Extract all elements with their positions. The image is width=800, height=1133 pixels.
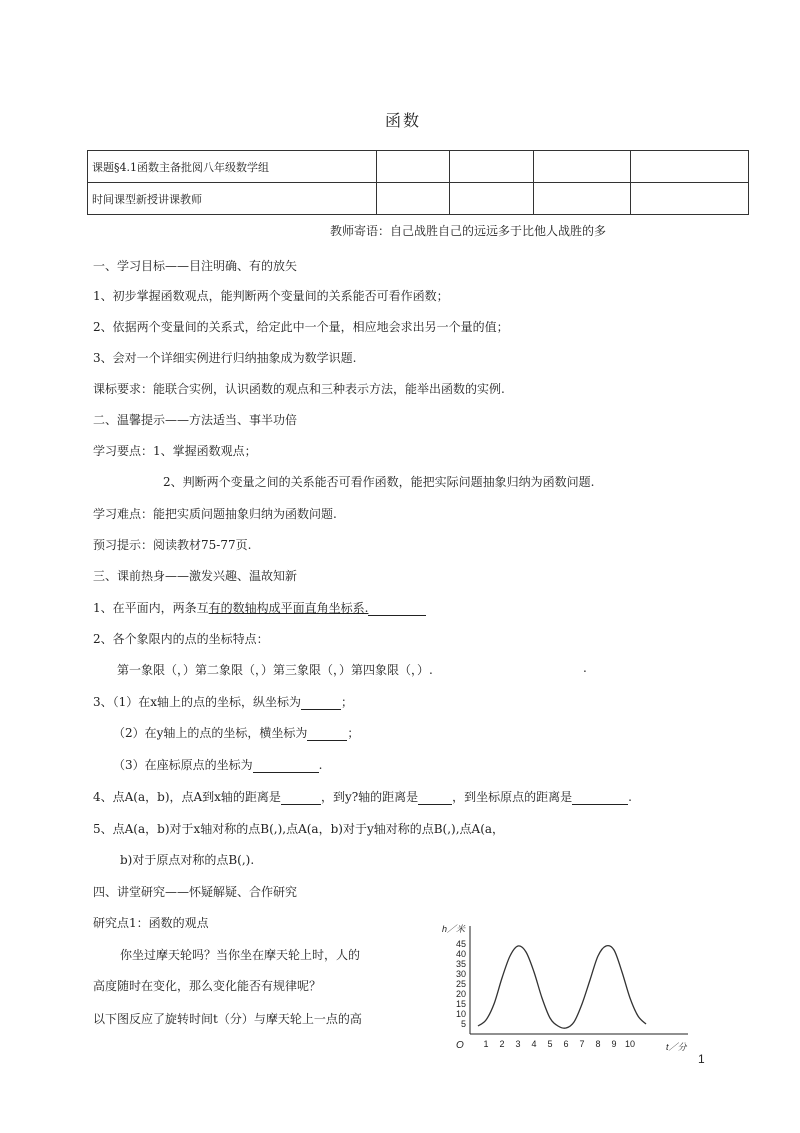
y-tick-label: 15 [455,999,466,1009]
x-tick-label: 3 [515,1039,521,1049]
x-tick-label: 5 [547,1039,553,1049]
height-curve [478,946,646,1029]
x-tick-label: 8 [595,1039,601,1049]
y-tick-label: 40 [455,949,466,959]
objective-2: 2、依据两个变量间的关系式，给定此中一个量，相应地会求出另一个量的值； [93,320,509,334]
x-tick-label: 4 [531,1039,537,1049]
key-point-2: 2、判断两个变量之间的关系能否可看作函数，能把实际问题抽象归纳为函数问题. [163,475,595,489]
question-3-part-1: 3、（1）在x轴上的点的坐标，纵坐标为 ； [93,695,354,709]
y-tick-label: 30 [455,969,466,979]
y-tick-label: 35 [455,959,466,969]
ferris-wheel-height-chart [440,918,700,1060]
objective-1: 1、初步掌握函数观点，能判断两个变量间的关系能否可看作函数； [93,289,449,303]
question-4: 4、点A(a，b)，点A到x轴的距离是 ，到y?轴的距离是 ，到坐标原点的距离是 . [93,790,632,804]
section-2-heading: 二、温馨提示——方法适当、事半功倍 [93,413,298,427]
ferris-wheel-paragraph-2: 高度随时在变化，那么变化能否有规律呢？ [93,979,322,993]
section-3-heading: 三、课前热身——激发兴趣、温故知新 [93,569,298,583]
y-tick-label: 45 [455,939,466,949]
question-2: 2、各个象限内的点的坐标特点： [93,632,269,646]
x-tick-label: 9 [611,1039,617,1049]
x-tick-label: 7 [579,1039,585,1049]
header-table [87,150,749,215]
question-3-part-2: （2）在y轴上的点的坐标，横坐标为 ； [113,726,360,740]
origin-label: O [456,1040,464,1051]
difficult-point: 学习难点：能把实质问题抽象归纳为函数问题. [93,507,337,521]
objective-3: 3、会对一个详细实例进行归纳抽象成为数学识题. [93,351,357,365]
y-tick-label: 20 [455,989,466,999]
question-2-quadrants: 第一象限（，）第二象限（，）第三象限（，）第四象限（，）. [117,663,433,677]
ferris-wheel-paragraph-1: 你坐过摩天轮吗？当你坐在摩天轮上时，人的 [120,948,361,962]
header-row-1: 课题§4.1函数主备批阅八年级数学组 [88,151,377,183]
section-4-heading: 四、讲堂研究——怀疑解疑、合作研究 [93,885,298,899]
x-tick-label: 10 [624,1039,636,1049]
question-5-line-1: 5、点A(a，b)对于x轴对称的点B(,),点A(a，b)对于y轴对称的点B(,),点A(a， [93,822,505,836]
x-tick-label: 6 [563,1039,569,1049]
teacher-motto: 教师寄语：自己战胜自己的远远多于比他人战胜的多 [330,224,607,238]
question-1: 1、在平面内，两条互有的数轴构成平面直角坐标系. [93,599,426,616]
x-tick-label: 1 [483,1039,489,1049]
ferris-wheel-paragraph-3: 以下图反应了旋转时间t（分）与摩天轮上一点的高 [93,1012,362,1026]
curriculum-requirement: 课标要求：能联合实例，认识函数的观点和三种表示方法，能举出函数的实例. [93,382,505,396]
key-point-1: 学习要点：1、掌握函数观点； [93,444,257,458]
y-tick-label: 10 [455,1009,466,1019]
preview-hint: 预习提示：阅读教材75-77页. [93,538,252,552]
question-3-part-3: （3）在座标原点的坐标为 . [113,758,323,772]
question-2-trailing-dot: . [583,661,587,675]
y-axis-label: h／米 [442,924,466,934]
page-title: 函数 [385,111,422,130]
x-axis-label: t／分 [666,1042,687,1052]
y-tick-label: 25 [455,979,466,989]
question-5-line-2: b)对于原点对称的点B(,). [120,853,255,867]
y-tick-label: 5 [460,1019,466,1029]
page-number: 1 [698,1052,705,1066]
header-row-2: 时间课型新授讲课教师 [88,183,377,215]
section-1-heading: 一、学习目标——目注明确、有的放矢 [93,259,298,273]
x-tick-label: 2 [499,1039,505,1049]
research-point-1: 研究点1：函数的观点 [93,916,209,930]
